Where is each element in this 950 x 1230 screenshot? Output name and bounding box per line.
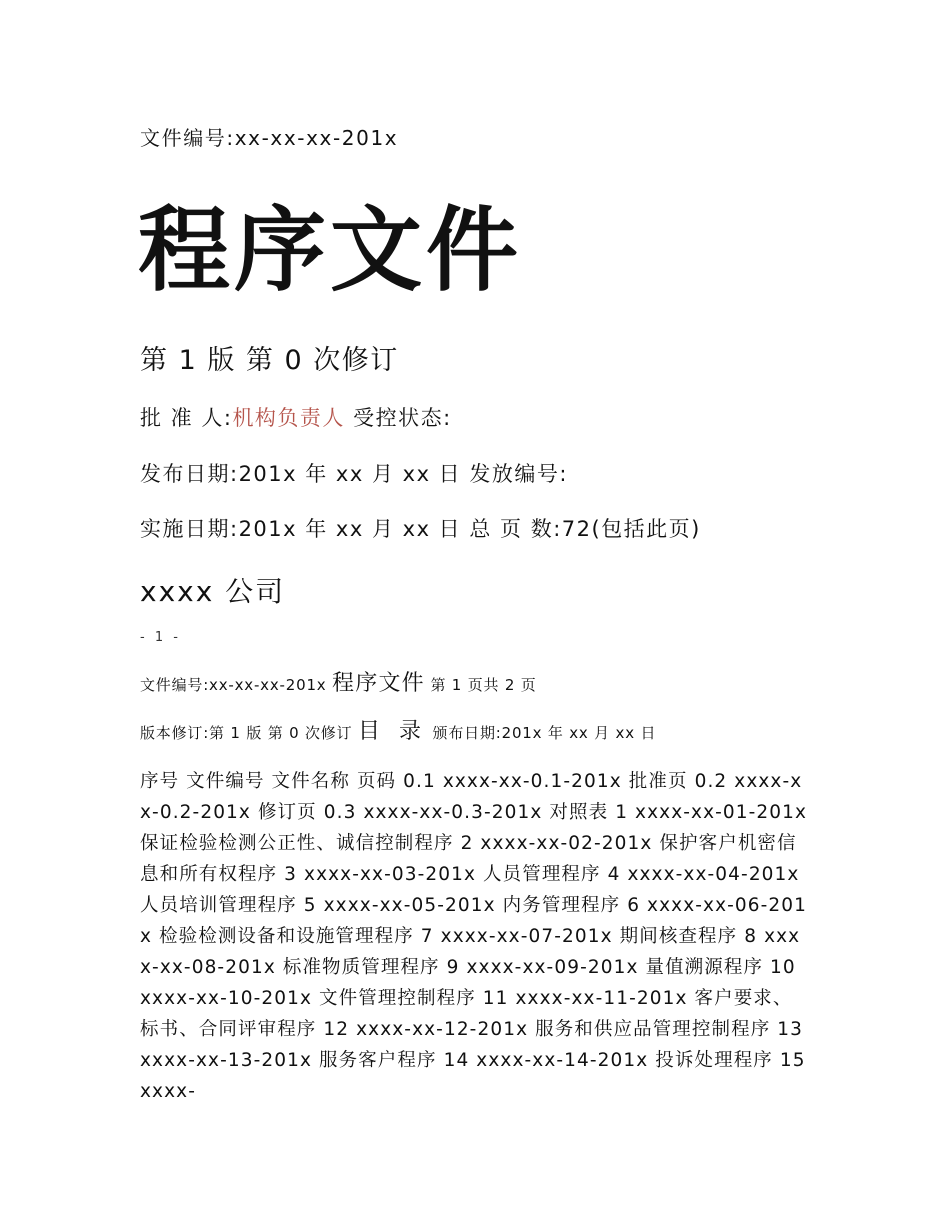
approver-value: 机构负责人 xyxy=(232,406,345,430)
header-doc-number: 文件编号:xx-xx-xx-201x xyxy=(140,676,327,694)
toc-body: 序号 文件编号 文件名称 页码 0.1 xxxx-xx-0.1-201x 批准页 0.2 xxxx-xx-0.2-201x 修订页 0.3 xxxx-xx-0.3-201x 对照表 1 xxxx-xx-01-201x 保证检验检测公正性、诚信控制程序 2 xxxx-xx-02-201x 保护客户机密信息和所有权程序 3 xxxx-xx-03-201x 人员管理程序 4 xxxx-xx-04-201x 人员培训管理程序 5 xxxx-xx-05-201x 内务管理程序 6 xxxx-xx-06-201x 检验检测设备和设施管理程序 7 xxxx-xx-07-201x 期间核查程序 8 xxxx-xx-08-201x 标准物质管理程序 9 xxxx-xx-09-201x 量值溯源程序 10 xxxx-xx-10-201x 文件管理控制程序 11 xxxx-xx-11-201x 客户要求、标书、合同评审程序 12 xxxx-xx-12-201x 服务和供应品管理控制程序 13 xxxx-xx-13-201x 服务客户程序 14 xxxx-xx-14-201x 投诉处理程序 15 xxxx- xyxy=(140,771,808,1102)
company-name: xxxx 公司 xyxy=(140,575,286,608)
approver-label: 批 准 人: xyxy=(140,406,233,430)
header-title: 程序文件 xyxy=(332,671,425,696)
edition-line: 第 1 版 第 0 次修订 xyxy=(140,345,399,376)
page-number: - 1 - xyxy=(140,630,181,645)
header-row-2 xyxy=(140,714,656,745)
header-revision: 版本修订:第 1 版 第 0 次修订 xyxy=(140,724,353,742)
doc-number: 文件编号:xx-xx-xx-201x xyxy=(140,126,399,150)
control-status-label: 受控状态: xyxy=(353,406,452,430)
implement-date-line: 实施日期:201x 年 xx 月 xx 日 总 页 数:72(包括此页) xyxy=(140,517,701,541)
approver-line xyxy=(140,402,452,432)
page-title: 程序文件 xyxy=(138,197,523,304)
header-page-count: 第 1 页共 2 页 xyxy=(430,676,537,694)
header-row-1 xyxy=(140,666,537,697)
toc-title: 目 录 xyxy=(357,719,427,744)
header-issue-date: 颁布日期:201x 年 xx 月 xx 日 xyxy=(432,724,657,742)
publish-date-line: 发布日期:201x 年 xx 月 xx 日 发放编号: xyxy=(140,462,568,486)
